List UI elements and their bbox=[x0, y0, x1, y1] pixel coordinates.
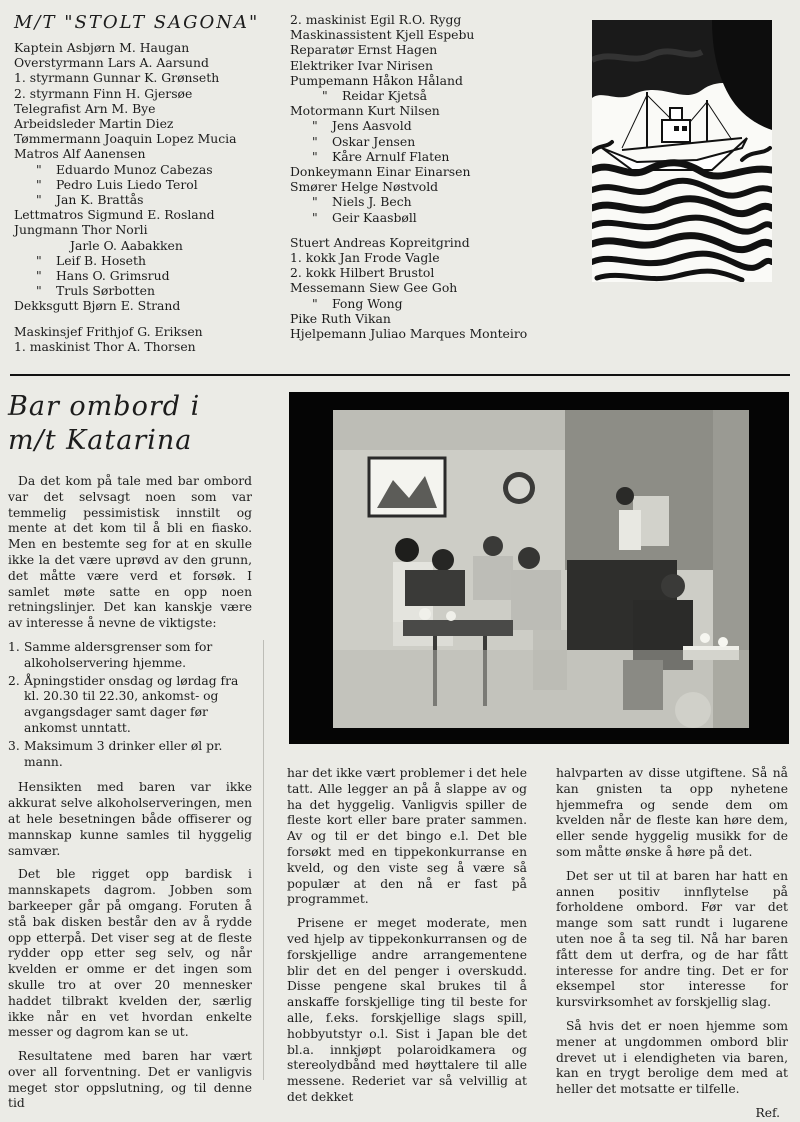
ditto-mark: " bbox=[312, 133, 318, 149]
crew-member-name: Lettmatros Sigmund E. Rosland bbox=[14, 207, 215, 223]
crew-member-name: 2. maskinist Egil R.O. Rygg bbox=[290, 12, 462, 27]
crew-member bbox=[14, 162, 289, 177]
rule-number: 3. bbox=[8, 738, 20, 753]
rule-item bbox=[8, 739, 252, 771]
crew-member-name: Reparatør Ernst Hagen bbox=[290, 42, 438, 58]
crew-member-name: Reidar Kjetså bbox=[342, 88, 427, 104]
crew-member-name: Eduardo Munoz Cabezas bbox=[56, 161, 213, 177]
crew-member-name: Jens Aasvold bbox=[332, 118, 412, 134]
crew-member bbox=[290, 73, 590, 88]
rule-item bbox=[8, 640, 252, 672]
article-paragraph: Det ser ut til at baren har hatt en annen positiv innflytelse på forholdene ombord. Før var det mange som satt rundt i lugarene uten noe å ta seg til. Nå har baren fått dem ut derfra, og de har fått interesse for andre ting. Det er for eksempel stor interesse for kursvirksomhet av forskjellig slag. bbox=[556, 868, 788, 1010]
ditto-mark: " bbox=[36, 176, 42, 192]
bar-photo-frame bbox=[289, 392, 789, 744]
crew-member-name: Pumpemann Håkon Håland bbox=[290, 72, 463, 88]
crew-member bbox=[14, 298, 289, 313]
crew-member-name: Pedro Luis Liedo Terol bbox=[56, 176, 198, 192]
crew-member bbox=[290, 103, 590, 118]
crew-member-name: Jarle O. Aabakken bbox=[70, 237, 183, 253]
article-signoff: Ref. bbox=[755, 1105, 780, 1120]
crew-member bbox=[290, 164, 590, 179]
crew-member-name: Niels J. Bech bbox=[332, 194, 412, 210]
article-column-1 bbox=[8, 474, 252, 1120]
crew-member-name: Stuert Andreas Kopreitgrind bbox=[290, 234, 470, 250]
crew-member bbox=[290, 194, 590, 209]
crew-member bbox=[290, 235, 590, 250]
crew-member bbox=[290, 88, 590, 103]
crew-member-name: Maskinsjef Frithjof G. Eriksen bbox=[14, 323, 203, 339]
crew-member-name: Messemann Siew Gee Goh bbox=[290, 280, 458, 296]
crew-member bbox=[14, 339, 289, 354]
crew-member bbox=[14, 268, 289, 283]
crew-member bbox=[14, 55, 289, 70]
ship-icon bbox=[602, 92, 747, 170]
crew-member-name: Overstyrmann Lars A. Aarsund bbox=[14, 55, 209, 71]
crew-list-left bbox=[14, 40, 289, 354]
ditto-mark: " bbox=[312, 194, 318, 210]
rule-text: Maksimum 3 drinker eller øl pr. mann. bbox=[24, 738, 223, 769]
crew-member bbox=[290, 250, 590, 265]
article-intro: Da det kom på tale med bar ombord var det selvsagt noen som var temmelig pessimistisk innstilt og mente at det kom til å bli en fiasko. Men en bestemte seg for at en skulle ikke la det være uprøvd av den grunn, det måtte være verd et forsøk. I samlet møte satte en opp noen retningslinjer. Det kan kanskje være av interesse å nevne de viktigste: bbox=[8, 474, 252, 631]
crew-member bbox=[290, 311, 590, 326]
crew-member bbox=[14, 101, 289, 116]
article-column-3 bbox=[556, 766, 788, 1122]
crew-member bbox=[290, 296, 590, 311]
ditto-mark: " bbox=[312, 148, 318, 164]
crew-member-name: Dekksgutt Bjørn E. Strand bbox=[14, 298, 181, 314]
article-paragraph: Det ble rigget opp bardisk i mannskapets dagrom. Jobben som barkeeper går på omgang. Foruten å stå bak disken består den av å rydde opp etterpå. Det viser seg at de fleste rydder opp etter seg selv, og når kvelden er omme er det ingen som skulle tro at over 20 mennesker haddet tilbrakt kvelden der, særlig ikke når en vet hvordan enkelte messer og dagrom kan se ut. bbox=[8, 867, 252, 1040]
crew-member-name: Smører Helge Nøstvold bbox=[290, 179, 439, 195]
crew-member-name: Truls Sørbotten bbox=[56, 283, 155, 299]
crew-member bbox=[14, 222, 289, 237]
article-paragraph: halvparten av disse utgiftene. Så nå kan gnisten ta opp nyhetene hjemmefra og sende dem om kvelden når de fleste kan høre dem, eller sende hyggelig musikk for de som måtte ønske å høre på det. bbox=[556, 766, 788, 859]
crew-member bbox=[290, 210, 590, 225]
article-paragraph: Hensikten med baren var ikke akkurat selve alkoholserveringen, men at hele besetningen både offiserer og mannskap kunne samles til hyggelig samvær. bbox=[8, 780, 252, 858]
crew-member-name: Leif B. Hoseth bbox=[56, 252, 146, 268]
crew-member bbox=[14, 192, 289, 207]
rules-list bbox=[8, 640, 252, 770]
crew-member bbox=[14, 70, 289, 85]
section-divider bbox=[10, 374, 790, 376]
crew-member bbox=[14, 131, 289, 146]
article-title-line-2: m/t Katarina bbox=[8, 425, 193, 456]
crew-member-name: Matros Alf Aanensen bbox=[14, 146, 146, 162]
crew-member bbox=[290, 118, 590, 133]
bar-photo bbox=[333, 410, 749, 728]
crew-member bbox=[290, 326, 590, 341]
ship-illustration bbox=[592, 20, 772, 282]
crew-member-name: 1. styrmann Gunnar K. Grønseth bbox=[14, 70, 220, 86]
column-divider bbox=[263, 640, 264, 1080]
crew-member bbox=[14, 314, 289, 324]
crew-member-name: Kåre Arnulf Flaten bbox=[332, 148, 450, 164]
crew-member bbox=[14, 40, 289, 55]
crew-member-name: Motormann Kurt Nilsen bbox=[290, 103, 440, 119]
crew-member bbox=[14, 238, 289, 253]
crew-member bbox=[14, 177, 289, 192]
crew-member bbox=[14, 253, 289, 268]
crew-member bbox=[14, 324, 289, 339]
article-paragraph: Så hvis det er noen hjemme som mener at ungdommen ombord blir drevet ut i elendigheten via baren, kan en trygt berolige dem med at heller det motsatte er tilfelle. bbox=[556, 1018, 788, 1097]
ditto-mark: " bbox=[312, 118, 318, 134]
crew-member-name: Geir Kaasbøll bbox=[332, 209, 417, 225]
ditto-mark: " bbox=[36, 283, 42, 299]
crew-member bbox=[290, 280, 590, 295]
crew-list-right bbox=[290, 12, 590, 341]
crew-member bbox=[14, 146, 289, 161]
crew-member-name: Hans O. Grimsrud bbox=[56, 268, 170, 284]
crew-member-name: Donkeymann Einar Einarsen bbox=[290, 164, 471, 180]
crew-member-name: 1. maskinist Thor A. Thorsen bbox=[14, 338, 196, 354]
crew-member bbox=[14, 86, 289, 101]
ditto-mark: " bbox=[36, 161, 42, 177]
crew-member-name: 2. styrmann Finn H. Gjersøe bbox=[14, 85, 193, 101]
crew-member bbox=[290, 225, 590, 235]
crew-member-name: Kaptein Asbjørn M. Haugan bbox=[14, 40, 190, 55]
rule-text: Samme aldersgrenser som for alkoholservering hjemme. bbox=[24, 639, 213, 670]
rule-number: 2. bbox=[8, 673, 20, 688]
article-paragraph: har det ikke vært problemer i det hele tatt. Alle legger an på å slappe av og ha det hyggelig. Vanligvis spiller de fleste kort eller bare prater sammen. Av og til er det bingo e.l. Det ble forsøkt med en tippekonkurranse en kveld, og den viste seg å være så populær at den nå er fast på programmet. bbox=[287, 766, 527, 907]
crew-member bbox=[290, 134, 590, 149]
ditto-mark: " bbox=[36, 252, 42, 268]
ship-in-storm-drawing bbox=[592, 20, 772, 282]
crew-member bbox=[290, 149, 590, 164]
crew-member-name: Jungmann Thor Norli bbox=[14, 222, 148, 238]
crew-member bbox=[290, 265, 590, 280]
ship-title: M/T "STOLT SAGONA" bbox=[14, 12, 260, 33]
rule-item bbox=[8, 674, 252, 737]
article-paragraph: Resultatene med baren har vært over all forventning. Det er vanligvis meget stor oppslutning, og til denne tid bbox=[8, 1049, 252, 1111]
crew-member-name: Telegrafist Arn M. Bye bbox=[14, 100, 156, 116]
crew-member-name: Fong Wong bbox=[332, 295, 403, 311]
crew-member-name: 2. kokk Hilbert Brustol bbox=[290, 265, 435, 281]
crew-member-name: Pike Ruth Vikan bbox=[290, 310, 391, 326]
crew-member-name: Hjelpemann Juliao Marques Monteiro bbox=[290, 326, 528, 342]
crew-bar-scene-image bbox=[333, 410, 749, 728]
crew-member bbox=[290, 42, 590, 57]
crew-member-name: Oskar Jensen bbox=[332, 133, 416, 149]
article-paragraph: Prisene er meget moderate, men ved hjelp av tippekonkurransen og de forskjellige andre arrangementene blir det en del penger i overskudd. Disse pengene skal brukes til å anskaffe forskjellige ting til beste for alle, f.eks. forskjellige slags spill, hobbyutstyr o.l. Sist i Japan ble det bl.a. innkjøpt polaroidkamera og stereolydbånd med høyttalere til alle messene. Rederiet var så velvillig at det dekket bbox=[287, 916, 527, 1104]
crew-member bbox=[290, 179, 590, 194]
crew-member-name: Tømmermann Joaquin Lopez Mucia bbox=[14, 131, 237, 147]
crew-member-name: Maskinassistent Kjell Espebu bbox=[290, 27, 475, 43]
article-title-line-1: Bar ombord i bbox=[8, 391, 201, 422]
article-column-2 bbox=[287, 766, 527, 1114]
crew-member bbox=[14, 116, 289, 131]
crew-member bbox=[14, 283, 289, 298]
crew-member-name: Arbeidsleder Martin Diez bbox=[14, 116, 174, 132]
article-title bbox=[8, 390, 200, 458]
rule-number: 1. bbox=[8, 639, 20, 654]
ditto-mark: " bbox=[36, 192, 42, 208]
crew-member-name: Jan K. Brattås bbox=[56, 192, 144, 208]
ditto-mark: " bbox=[36, 268, 42, 284]
ditto-mark: " bbox=[312, 295, 318, 311]
crew-member bbox=[290, 27, 590, 42]
crew-member bbox=[290, 58, 590, 73]
rule-text: Åpningstider onsdag og lørdag fra kl. 20.30 til 22.30, ankomst- og avgangsdager samt dager før ankomst unntatt. bbox=[24, 673, 239, 735]
crew-member bbox=[14, 207, 289, 222]
ditto-mark: " bbox=[312, 209, 318, 225]
crew-member-name: Elektriker Ivar Nirisen bbox=[290, 57, 433, 73]
ditto-mark: " bbox=[322, 88, 328, 104]
crew-member bbox=[290, 12, 590, 27]
crew-member-name: 1. kokk Jan Frode Vagle bbox=[290, 250, 440, 266]
